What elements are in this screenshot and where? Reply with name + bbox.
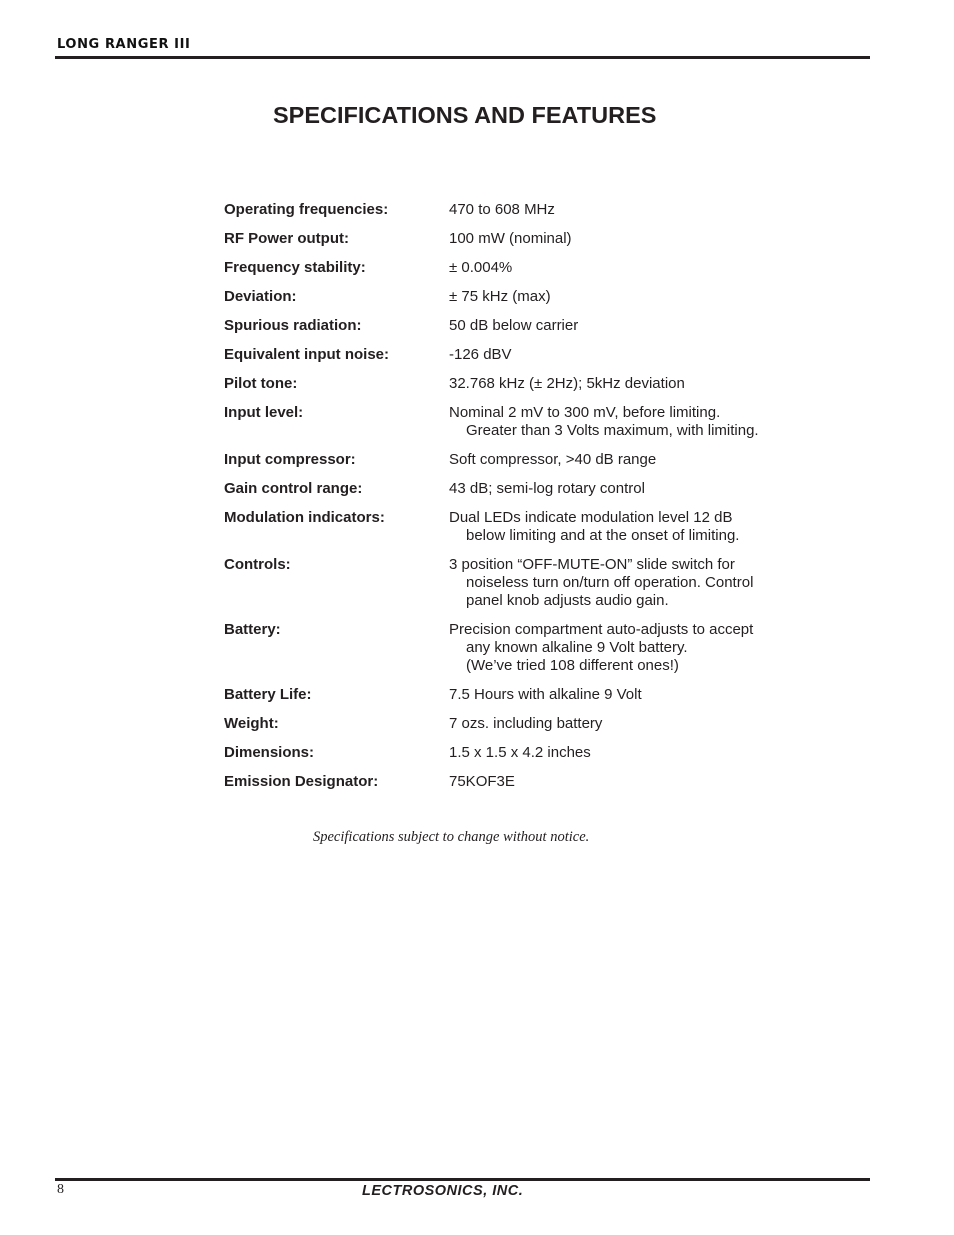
spec-value-line: ± 75 kHz (max) xyxy=(449,288,551,305)
spec-row xyxy=(224,259,824,277)
spec-label: Input compressor: xyxy=(224,451,356,468)
spec-row xyxy=(224,556,824,610)
spec-value-line: 7 ozs. including battery xyxy=(449,715,603,732)
header-rule xyxy=(55,56,870,59)
spec-label: Input level: xyxy=(224,404,304,421)
footer-rule xyxy=(55,1178,870,1181)
spec-value-line: 1.5 x 1.5 x 4.2 inches xyxy=(449,744,591,761)
spec-value-line: (We’ve tried 108 different ones!) xyxy=(466,657,679,674)
page-title: SPECIFICATIONS AND FEATURES xyxy=(273,102,657,128)
spec-value xyxy=(449,509,824,545)
spec-label: RF Power output: xyxy=(224,230,349,247)
spec-value xyxy=(449,556,824,610)
spec-value xyxy=(449,686,824,704)
spec-label: Dimensions: xyxy=(224,744,315,761)
spec-value-line: 100 mW (nominal) xyxy=(449,230,572,247)
spec-label: Emission Designator: xyxy=(224,773,379,790)
spec-value-line: any known alkaline 9 Volt battery. xyxy=(466,639,688,656)
spec-value-line: ± 0.004% xyxy=(449,259,513,276)
spec-row xyxy=(224,480,824,498)
spec-label: Gain control range: xyxy=(224,480,363,497)
spec-value-line: 470 to 608 MHz xyxy=(449,201,555,218)
spec-label: Battery Life: xyxy=(224,686,312,703)
spec-label: Equivalent input noise: xyxy=(224,346,390,363)
page-number: 8 xyxy=(57,1182,64,1197)
spec-value-line: -126 dBV xyxy=(449,346,512,363)
spec-label: Modulation indicators: xyxy=(224,509,385,526)
spec-value-line: 7.5 Hours with alkaline 9 Volt xyxy=(449,686,642,703)
spec-value-line: Greater than 3 Volts maximum, with limiting. xyxy=(466,422,759,439)
spec-row xyxy=(224,375,824,393)
spec-value-line: 50 dB below carrier xyxy=(449,317,579,334)
spec-label: Operating frequencies: xyxy=(224,201,389,218)
spec-value xyxy=(449,230,824,248)
spec-value-line: below limiting and at the onset of limiting. xyxy=(466,527,740,544)
spec-value-line: noiseless turn on/turn off operation. Control xyxy=(466,574,754,591)
spec-value xyxy=(449,317,824,335)
spec-label: Spurious radiation: xyxy=(224,317,362,334)
running-header-title: LONG RANGER III xyxy=(57,37,191,52)
spec-row xyxy=(224,773,824,791)
spec-row xyxy=(224,621,824,675)
spec-value xyxy=(449,451,824,469)
spec-row xyxy=(224,744,824,762)
spec-value xyxy=(449,259,824,277)
spec-row xyxy=(224,230,824,248)
spec-value xyxy=(449,744,824,762)
spec-value-line: Soft compressor, >40 dB range xyxy=(449,451,657,468)
spec-row xyxy=(224,404,824,440)
spec-label: Frequency stability: xyxy=(224,259,366,276)
spec-value-line: 3 position “OFF-MUTE-ON” slide switch for xyxy=(449,556,735,573)
spec-value xyxy=(449,480,824,498)
spec-value xyxy=(449,346,824,364)
spec-value xyxy=(449,375,824,393)
spec-row xyxy=(224,686,824,704)
spec-value xyxy=(449,288,824,306)
spec-value xyxy=(449,773,824,791)
spec-row xyxy=(224,201,824,219)
spec-value-line: 75KOF3E xyxy=(449,773,515,790)
specifications-table xyxy=(224,201,824,791)
spec-row xyxy=(224,346,824,364)
spec-value xyxy=(449,621,824,675)
spec-value xyxy=(449,715,824,733)
footer-company-name: LECTROSONICS, INC. xyxy=(362,1183,524,1199)
spec-label: Battery: xyxy=(224,621,281,638)
spec-label: Deviation: xyxy=(224,288,297,305)
spec-value-line: 43 dB; semi-log rotary control xyxy=(449,480,645,497)
spec-label: Weight: xyxy=(224,715,279,732)
spec-value-line: Precision compartment auto-adjusts to accept xyxy=(449,621,754,638)
spec-value xyxy=(449,201,824,219)
spec-label: Pilot tone: xyxy=(224,375,298,392)
spec-value-line: panel knob adjusts audio gain. xyxy=(466,592,669,609)
spec-value xyxy=(449,404,824,440)
spec-value-line: Dual LEDs indicate modulation level 12 dB xyxy=(449,509,733,526)
spec-value-line: 32.768 kHz (± 2Hz); 5kHz deviation xyxy=(449,375,685,392)
spec-row xyxy=(224,509,824,545)
specifications-footnote: Specifications subject to change without notice. xyxy=(313,829,590,845)
spec-label: Controls: xyxy=(224,556,291,573)
spec-row xyxy=(224,317,824,335)
spec-row xyxy=(224,715,824,733)
spec-row xyxy=(224,288,824,306)
spec-row xyxy=(224,451,824,469)
spec-value-line: Nominal 2 mV to 300 mV, before limiting. xyxy=(449,404,721,421)
